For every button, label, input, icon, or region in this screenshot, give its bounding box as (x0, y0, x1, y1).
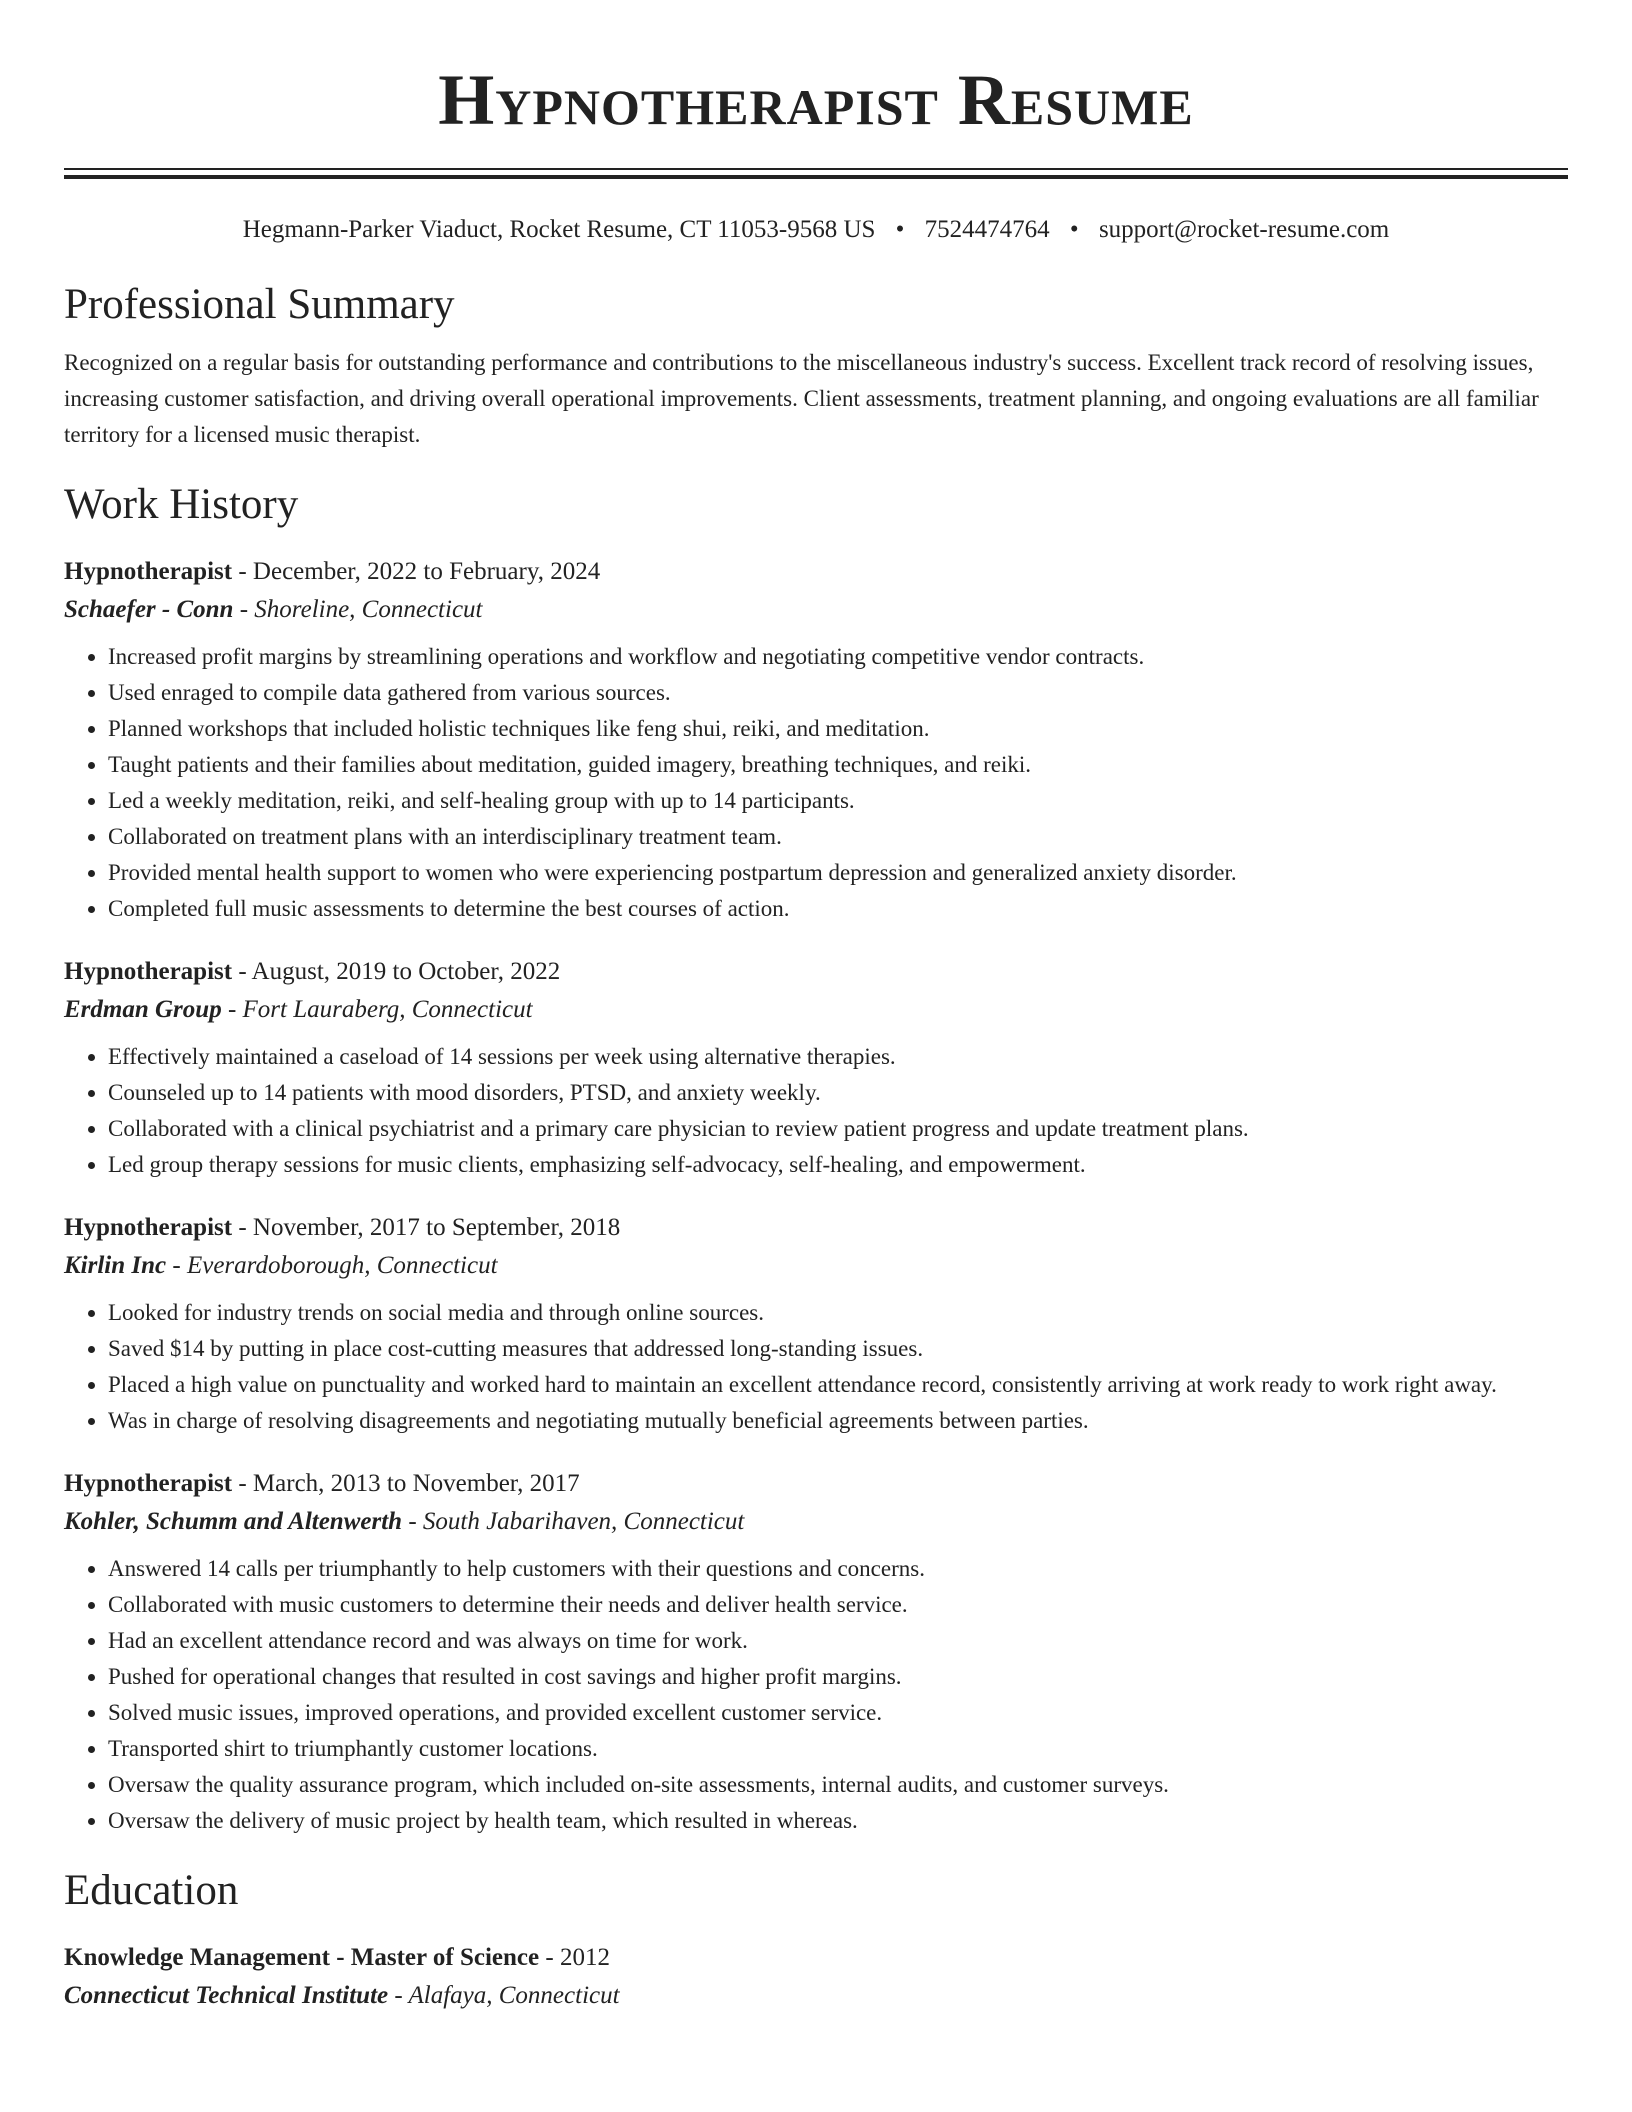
summary-heading: Professional Summary (64, 281, 455, 328)
job-bullet: • Oversaw the delivery of music project by health team, which resulted in whereas. (108, 1803, 1568, 1839)
contact-phone: 7524474764 (924, 216, 1050, 243)
job-bullets (64, 1039, 1568, 1183)
job-bullet: • Transported shirt to triumphantly customer locations. (108, 1731, 1568, 1767)
job-entry (64, 1465, 1568, 1839)
contact-line (64, 215, 1568, 245)
degree-year: - 2012 (539, 1944, 610, 1971)
company-line (64, 591, 1568, 629)
job-bullet: • Solved music issues, improved operations, and provided excellent customer service. (108, 1695, 1568, 1731)
job-bullet: • Saved $14 by putting in place cost-cutting measures that addressed long-standing issues. (108, 1331, 1568, 1367)
job-bullet: • Looked for industry trends on social media and through online sources. (108, 1295, 1568, 1331)
education-heading: Education (64, 1867, 239, 1914)
contact-separator: • (895, 216, 905, 243)
job-title: Hypnotherapist (64, 1214, 233, 1241)
school-name: Connecticut Technical Institute (64, 1982, 389, 2009)
education-entry (64, 1939, 1568, 2015)
company-name: Kohler, Schumm and Altenwerth (64, 1508, 403, 1535)
job-bullets (64, 1551, 1568, 1839)
job-bullet: • Provided mental health support to women who were experiencing postpartum depression and generalized anxiety disorder. (108, 855, 1568, 891)
company-location: - Everardoborough, Connecticut (166, 1252, 498, 1279)
job-bullet: • Pushed for operational changes that resulted in cost savings and higher profit margins. (108, 1659, 1568, 1695)
job-bullet: • Increased profit margins by streamlining operations and workflow and negotiating competitive vendor contracts. (108, 639, 1568, 675)
job-title: Hypnotherapist (64, 1470, 233, 1497)
contact-email: support@rocket-resume.com (1098, 216, 1390, 243)
job-bullet: • Taught patients and their families about meditation, guided imagery, breathing techniques, and reiki. (108, 747, 1568, 783)
job-title-line (64, 1209, 1568, 1247)
job-title: Hypnotherapist (64, 558, 233, 585)
job-title-line (64, 553, 1568, 591)
page-title: Hypnotherapist Resume (438, 60, 1194, 140)
job-bullet: • Effectively maintained a caseload of 14 sessions per week using alternative therapies. (108, 1039, 1568, 1075)
job-entry (64, 1209, 1568, 1439)
job-dates: - March, 2013 to November, 2017 (232, 1470, 580, 1497)
title-divider (64, 168, 1568, 179)
resume-page (64, 0, 1568, 2015)
school-line (64, 1977, 1568, 2015)
company-location: - South Jabarihaven, Connecticut (402, 1508, 745, 1535)
job-title: Hypnotherapist (64, 958, 233, 985)
job-bullet: • Led group therapy sessions for music clients, emphasizing self-advocacy, self-healing, and empowerment. (108, 1147, 1568, 1183)
degree-name: Knowledge Management - Master of Science (64, 1944, 540, 1971)
job-bullet: • Planned workshops that included holistic techniques like feng shui, reiki, and meditation. (108, 711, 1568, 747)
company-line (64, 1247, 1568, 1285)
job-bullet: • Collaborated with a clinical psychiatrist and a primary care physician to review patient progress and update treatment plans. (108, 1111, 1568, 1147)
job-bullet: • Oversaw the quality assurance program, which included on-site assessments, internal audits, and customer surveys. (108, 1767, 1568, 1803)
job-entry (64, 953, 1568, 1183)
job-bullet: • Collaborated with music customers to determine their needs and deliver health service. (108, 1587, 1568, 1623)
work-history-heading: Work History (64, 481, 299, 528)
job-title-line (64, 1465, 1568, 1503)
job-bullet: • Placed a high value on punctuality and worked hard to maintain an excellent attendance record, consistently arriving at work ready to work right away. (108, 1367, 1568, 1403)
company-location: - Fort Lauraberg, Connecticut (221, 996, 533, 1023)
company-name: Kirlin Inc (64, 1252, 167, 1279)
contact-address: Hegmann-Parker Viaduct, Rocket Resume, CT 11053-9568 US (242, 216, 876, 243)
job-bullets (64, 1295, 1568, 1439)
company-line (64, 1503, 1568, 1541)
job-dates: - November, 2017 to September, 2018 (232, 1214, 621, 1241)
job-bullet: • Was in charge of resolving disagreements and negotiating mutually beneficial agreements between parties. (108, 1403, 1568, 1439)
job-dates: - August, 2019 to October, 2022 (232, 958, 561, 985)
job-bullet: • Answered 14 calls per triumphantly to help customers with their questions and concerns. (108, 1551, 1568, 1587)
job-bullet: • Had an excellent attendance record and was always on time for work. (108, 1623, 1568, 1659)
job-bullet: • Led a weekly meditation, reiki, and self-healing group with up to 14 participants. (108, 783, 1568, 819)
job-bullet: • Collaborated on treatment plans with an interdisciplinary treatment team. (108, 819, 1568, 855)
job-entry (64, 553, 1568, 927)
company-name: Schaefer - Conn (64, 596, 234, 623)
job-bullet: • Used enraged to compile data gathered from various sources. (108, 675, 1568, 711)
company-line (64, 991, 1568, 1029)
school-location: - Alafaya, Connecticut (388, 1982, 620, 2009)
contact-separator: • (1069, 216, 1079, 243)
job-title-line (64, 953, 1568, 991)
company-location: - Shoreline, Connecticut (233, 596, 483, 623)
degree-line (64, 1939, 1568, 1977)
job-bullets (64, 639, 1568, 927)
job-bullet: • Completed full music assessments to determine the best courses of action. (108, 891, 1568, 927)
job-dates: - December, 2022 to February, 2024 (232, 558, 601, 585)
job-bullet: • Counseled up to 14 patients with mood disorders, PTSD, and anxiety weekly. (108, 1075, 1568, 1111)
company-name: Erdman Group (64, 996, 222, 1023)
summary-text: Recognized on a regular basis for outstanding performance and contributions to the miscellaneous industry's success. Excellent track record of resolving issues, increasing customer satisfaction, and driving overall operational improvements. Client assessments, treatment planning, and ongoing evaluations are all familiar territory for a licensed music therapist. (64, 350, 1539, 447)
